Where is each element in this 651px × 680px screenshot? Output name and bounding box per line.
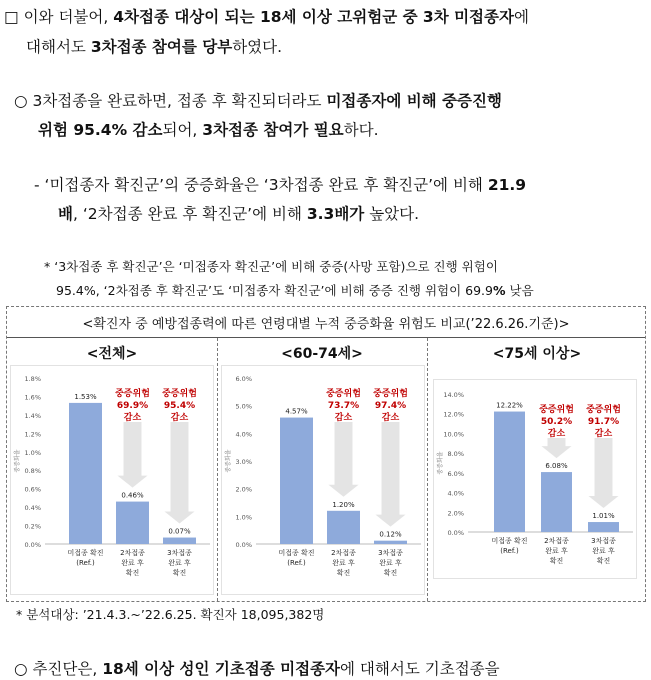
paragraph-1-line-1: □ 이와 더불어, 4차접종 대상이 되는 18세 이상 고위험군 중 3차 미접종자에 xyxy=(4,8,529,26)
annotation-percent: 69.9% xyxy=(116,401,149,411)
column-divider xyxy=(427,338,428,601)
paragraph-1-line-2: 대해서도 3차접종 참여를 당부하였다. xyxy=(26,38,283,56)
bar-value-label: 1.20% xyxy=(332,500,355,509)
bar-value-label: 0.46% xyxy=(121,491,144,500)
category-label: 2차접종 xyxy=(544,537,569,545)
paragraph-2-line-1: ○ 3차접종을 완료하면, 접종 후 확진되더라도 미접종자에 비해 중증진행 xyxy=(14,92,502,110)
paragraph-3-line-2: 배, ‘2차접종 완료 후 확진군’에 비해 3.3배가 높았다. xyxy=(58,205,420,223)
category-label: 확진 xyxy=(125,569,140,577)
category-label: (Ref.) xyxy=(76,559,95,567)
arrow-down-icon xyxy=(165,422,195,524)
y-tick-label: 0.0% xyxy=(24,541,41,549)
asterisk: * xyxy=(44,259,51,274)
category-label: 확진 xyxy=(549,557,564,565)
chart-panel-75plus xyxy=(433,379,637,579)
annotation-label: 중증위험 xyxy=(586,405,621,415)
category-label: 완료 후 xyxy=(168,559,191,567)
category-label: 완료 후 xyxy=(332,559,355,567)
y-tick-label: 0.6% xyxy=(24,485,41,494)
bar xyxy=(69,403,102,544)
bar xyxy=(588,522,619,532)
y-tick-label: 6.0% xyxy=(447,469,464,478)
annotation-label: 중증위험 xyxy=(373,389,408,399)
annotation-label: 감소 xyxy=(170,413,189,423)
bar xyxy=(116,502,149,544)
category-label: 완료 후 xyxy=(379,559,402,567)
bar-value-label: 12.22% xyxy=(496,401,523,410)
category-label: 확진 xyxy=(383,569,398,577)
category-label: 3차접종 xyxy=(591,537,616,545)
annotation-label: 중증위험 xyxy=(115,389,150,399)
y-axis-title: 중증화율 xyxy=(14,449,21,473)
y-tick-label: 2.0% xyxy=(447,509,464,518)
bar xyxy=(327,511,360,544)
asterisk: * xyxy=(16,607,23,622)
category-label: 완료 후 xyxy=(592,547,615,555)
bar-value-label: 4.57% xyxy=(285,407,308,416)
category-label: (Ref.) xyxy=(287,559,306,567)
chart-panel-60-74 xyxy=(221,365,425,595)
figure-divider xyxy=(7,337,645,338)
y-tick-label: 3.0% xyxy=(235,458,252,466)
y-tick-label: 0.2% xyxy=(24,522,41,531)
chart-75plus xyxy=(434,380,636,578)
bar xyxy=(374,541,407,544)
chart-60-74 xyxy=(222,366,424,594)
chart-total xyxy=(11,366,213,594)
bar-value-label: 0.12% xyxy=(379,530,402,539)
category-label: 미접종 확진 xyxy=(491,537,528,545)
annotation-label: 중증위험 xyxy=(162,389,197,399)
note-line-2: 95.4%, ‘2차접종 후 확진군’도 ‘미접종자 확진군’에 비해 중증 진행 위험이 69.9% 낮음 xyxy=(56,283,534,298)
arrow-down-icon xyxy=(118,422,148,488)
chart-title-60-74: <60-74세> xyxy=(281,346,363,362)
category-label: 완료 후 xyxy=(121,559,144,567)
bar xyxy=(494,412,525,532)
arrow-down-icon xyxy=(542,438,572,458)
y-tick-label: 1.0% xyxy=(235,513,252,522)
y-tick-label: 1.0% xyxy=(24,448,41,457)
chart-panel-total xyxy=(10,365,214,595)
annotation-percent: 97.4% xyxy=(374,401,407,411)
chart-title-total: <전체> xyxy=(86,346,138,362)
bar xyxy=(163,538,196,544)
column-divider xyxy=(217,338,218,601)
bar xyxy=(280,418,313,544)
bar-value-label: 6.08% xyxy=(545,462,568,471)
annotation-percent: 73.7% xyxy=(327,401,360,411)
annotation-label: 감소 xyxy=(381,413,400,423)
category-label: 완료 후 xyxy=(545,547,568,555)
figure-box xyxy=(6,306,646,602)
y-tick-label: 0.0% xyxy=(235,541,252,549)
y-tick-label: 0.8% xyxy=(24,467,41,476)
y-tick-label: 2.0% xyxy=(235,485,252,494)
bar-value-label: 1.53% xyxy=(74,392,97,401)
y-tick-label: 0.4% xyxy=(24,504,41,513)
y-axis-title: 중증화율 xyxy=(225,449,232,473)
y-tick-label: 4.0% xyxy=(235,430,252,439)
category-label: 3차접종 xyxy=(167,549,192,557)
paragraph-2-line-2: 위험 95.4% 감소되어, 3차접종 참여가 필요하다. xyxy=(38,121,379,139)
bar-value-label: 0.07% xyxy=(168,527,191,536)
y-tick-label: 1.4% xyxy=(24,411,41,420)
y-tick-label: 6.0% xyxy=(235,375,252,383)
paragraph-3-line-1: - ‘미접종자 확진군’의 중증화율은 ‘3차접종 완료 후 확진군’에 비해 21.9 xyxy=(34,176,527,194)
y-tick-label: 14.0% xyxy=(443,391,464,399)
annotation-label: 감소 xyxy=(123,413,142,423)
y-tick-label: 10.0% xyxy=(443,430,464,439)
category-label: 3차접종 xyxy=(378,549,403,557)
category-label: 2차접종 xyxy=(331,549,356,557)
chart-title-75plus: <75세 이상> xyxy=(492,346,582,362)
category-label: 확진 xyxy=(172,569,187,577)
dash-bullet: - xyxy=(34,176,40,194)
category-label: 2차접종 xyxy=(120,549,145,557)
y-tick-label: 0.0% xyxy=(447,529,464,537)
y-tick-label: 12.0% xyxy=(443,410,464,419)
square-bullet: □ xyxy=(4,8,19,26)
annotation-label: 감소 xyxy=(594,429,613,439)
y-tick-label: 8.0% xyxy=(447,450,464,459)
circle-bullet: ○ xyxy=(14,660,28,678)
y-tick-label: 4.0% xyxy=(447,489,464,498)
y-tick-label: 1.2% xyxy=(24,430,41,439)
annotation-label: 감소 xyxy=(547,429,566,439)
annotation-label: 중증위험 xyxy=(539,405,574,415)
annotation-percent: 91.7% xyxy=(587,417,620,427)
y-tick-label: 1.6% xyxy=(24,393,41,402)
bar xyxy=(541,472,572,532)
annotation-label: 감소 xyxy=(334,413,353,423)
category-label: 확진 xyxy=(336,569,351,577)
y-axis-title: 중증화율 xyxy=(437,451,444,475)
annotation-percent: 95.4% xyxy=(163,401,196,411)
annotation-label: 중증위험 xyxy=(326,389,361,399)
note-line-1: * ‘3차접종 후 확진군’은 ‘미접종자 확진군’에 비해 중증(사망 포함)으로 진행 위험이 xyxy=(44,259,498,274)
circle-bullet: ○ xyxy=(14,92,28,110)
source-note: * 분석대상: ’21.4.3.~’22.6.25. 확진자 18,095,382명 xyxy=(16,607,325,622)
category-label: 미접종 확진 xyxy=(278,549,315,557)
bar-value-label: 1.01% xyxy=(592,512,615,521)
figure-title: <확진자 중 예방접종력에 따른 연령대별 누적 중증화율 위험도 비교(’22.6.26.기준)> xyxy=(82,317,570,332)
category-label: (Ref.) xyxy=(500,547,519,555)
arrow-down-icon xyxy=(376,422,406,527)
y-tick-label: 1.8% xyxy=(24,375,41,383)
arrow-down-icon xyxy=(589,438,619,508)
category-label: 미접종 확진 xyxy=(67,549,104,557)
category-label: 확진 xyxy=(596,557,611,565)
arrow-down-icon xyxy=(329,422,359,497)
annotation-percent: 50.2% xyxy=(540,417,573,427)
y-tick-label: 5.0% xyxy=(235,402,252,411)
paragraph-4-line-1: ○ 추진단은, 18세 이상 성인 기초접종 미접종자에 대해서도 기초접종을 xyxy=(14,660,500,678)
